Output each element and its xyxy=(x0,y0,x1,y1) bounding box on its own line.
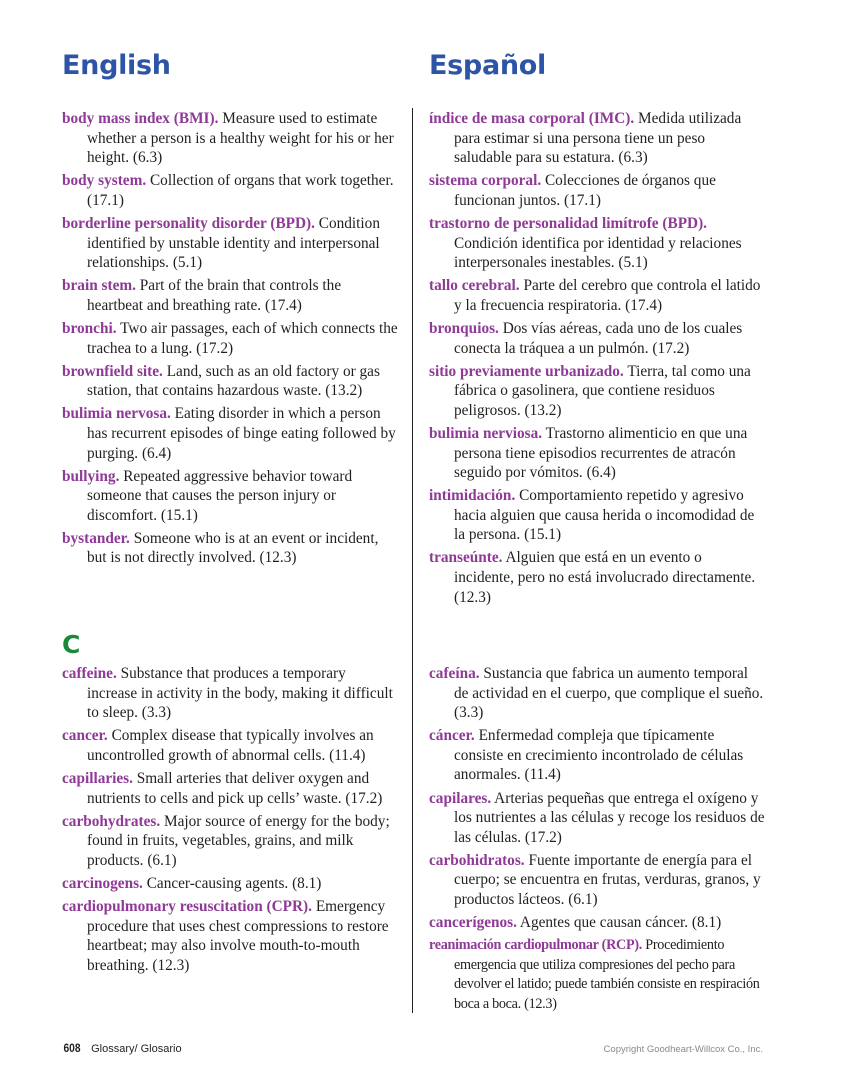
glossary-term: índice de masa corporal (IMC). xyxy=(429,110,635,127)
glossary-definition: Emergency procedure that uses chest compressions to restore heartbeat; may also involve mouth-to-mouth breathing. (12.3) xyxy=(87,898,389,974)
glossary-definition: Someone who is at an event or incident, but is not directly involved. (12.3) xyxy=(87,529,379,567)
glossary-entry xyxy=(62,362,398,401)
glossary-entry xyxy=(62,897,398,975)
glossary-term: carbohydrates. xyxy=(62,812,161,830)
glossary-term: bronchi. xyxy=(62,319,117,337)
glossary-term: sistema corporal. xyxy=(429,172,542,190)
glossary-term: bulimia nervosa. xyxy=(62,405,171,423)
glossary-entry xyxy=(429,109,765,168)
glossary-definition: Two air passages, each of which connects the trachea to a lung. (17.2) xyxy=(87,319,398,357)
glossary-term: bystander. xyxy=(62,529,130,547)
footer-section: Glossary/ Glosario xyxy=(91,1043,182,1055)
glossary-definition: Agentes que causan cáncer. (8.1) xyxy=(519,914,722,932)
glossary-entry xyxy=(62,109,398,168)
glossary-definition: Major source of energy for the body; found in fruits, vegetables, grains, and milk products. (6.1) xyxy=(87,812,390,869)
glossary-definition: Trastorno alimenticio en que una persona tiene episodios recurrentes de atracón seguido por vómitos. (6.4) xyxy=(454,424,748,482)
glossary-term: sitio previamente urbanizado. xyxy=(429,362,624,380)
glossary-definition: Collection of organs that work together. (17.1) xyxy=(87,172,394,209)
glossary-definition: Colecciones de órganos que funcionan juntos. (17.1) xyxy=(454,172,716,209)
glossary-entry xyxy=(429,664,765,723)
glossary-entry xyxy=(62,171,398,210)
page-number: 608 xyxy=(63,1041,81,1055)
glossary-term: trastorno de personalidad limítrofe (BPD). xyxy=(429,214,708,232)
glossary-term: bullying. xyxy=(62,467,120,485)
glossary-entry xyxy=(429,486,765,545)
glossary-term: bulimia nerviosa. xyxy=(429,424,543,442)
glossary-term: carcinogens. xyxy=(62,874,143,892)
glossary-entry xyxy=(429,319,765,358)
english-c-column xyxy=(62,664,398,979)
spanish-c-column xyxy=(429,664,765,1018)
glossary-entry xyxy=(62,467,398,526)
glossary-definition: Arterias pequeñas que entrega el oxígeno y los nutrientes a las células y recoge los residuos de las células. (17.2) xyxy=(454,789,765,846)
glossary-term: borderline personality disorder (BPD). xyxy=(62,214,315,232)
glossary-entry xyxy=(429,726,765,785)
glossary-term: brain stem. xyxy=(62,277,136,295)
glossary-term: transeúnte. xyxy=(429,549,503,567)
glossary-term: brownfield site. xyxy=(62,362,163,380)
glossary-definition: Tierra, tal como una fábrica o gasolinera, que contiene residuos peligrosos. (13.2) xyxy=(454,362,751,419)
glossary-term: cancerígenos. xyxy=(429,914,517,932)
glossary-term: body system. xyxy=(62,172,147,190)
glossary-definition: Repeated aggressive behavior toward someone that causes the person injury or discomfort. (15.1) xyxy=(87,467,353,524)
section-letter-c: C xyxy=(62,630,81,659)
glossary-term: caffeine. xyxy=(62,665,117,682)
glossary-definition: Procedimiento emergencia que utiliza compresiones del pecho para devolver el latido; puede también consiste en respiración boca a boca. (12.3) xyxy=(454,937,760,1012)
glossary-definition: Medida utilizada para estimar si una persona tiene un peso saludable para su estatura. (6.3) xyxy=(454,110,742,167)
glossary-entry xyxy=(429,362,765,421)
glossary-definition: Parte del cerebro que controla el latido y la frecuencia respiratoria. (17.4) xyxy=(454,277,761,314)
glossary-term: body mass index (BMI). xyxy=(62,110,219,127)
spanish-b-column xyxy=(429,109,765,611)
glossary-entry xyxy=(62,726,398,765)
glossary-entry xyxy=(429,913,765,933)
glossary-term: tallo cerebral. xyxy=(429,277,520,295)
glossary-entry xyxy=(429,851,765,910)
glossary-term: cancer. xyxy=(62,727,108,745)
glossary-definition: Land, such as an old factory or gas station, that contains hazardous waste. (13.2) xyxy=(87,362,380,400)
glossary-entry xyxy=(62,769,398,808)
glossary-term: intimidación. xyxy=(429,487,516,505)
glossary-definition: Condition identified by unstable identity and interpersonal relationships. (5.1) xyxy=(87,214,380,272)
glossary-entry xyxy=(62,529,398,568)
glossary-term: capilares. xyxy=(429,789,492,807)
glossary-definition: Enfermedad compleja que típicamente consiste en crecimiento incontrolado de células anormales. (11.4) xyxy=(454,727,744,784)
glossary-entry xyxy=(429,276,765,315)
glossary-term: cardiopulmonary resuscitation (CPR). xyxy=(62,898,312,916)
glossary-entry xyxy=(62,319,398,358)
glossary-definition: Condición identifica por identidad y relaciones interpersonales inestables. (5.1) xyxy=(454,234,742,272)
glossary-entry xyxy=(62,276,398,315)
glossary-definition: Dos vías aéreas, cada uno de los cuales conecta la tráquea a un pulmón. (17.2) xyxy=(454,319,743,357)
glossary-entry xyxy=(429,424,765,483)
glossary-term: cafeína. xyxy=(429,665,480,682)
glossary-definition: Eating disorder in which a person has recurrent episodes of binge eating followed by purging. (6.4) xyxy=(87,405,396,462)
glossary-entry xyxy=(62,874,398,894)
glossary-entry xyxy=(62,214,398,273)
heading-english: English xyxy=(62,50,171,81)
glossary-definition: Fuente importante de energía para el cuerpo; se encuentra en frutas, verduras, granos, y productos lácteos. (6.1) xyxy=(454,851,761,909)
copyright: Copyright Goodheart-Willcox Co., Inc. xyxy=(603,1044,763,1055)
glossary-entry xyxy=(429,214,765,273)
glossary-term: bronquios. xyxy=(429,319,499,337)
glossary-entry xyxy=(429,789,765,848)
column-divider xyxy=(412,108,413,1013)
glossary-definition: Cancer-causing agents. (8.1) xyxy=(146,874,322,892)
glossary-entry xyxy=(429,548,765,607)
glossary-entry xyxy=(62,812,398,871)
glossary-entry xyxy=(62,664,398,723)
glossary-term: cáncer. xyxy=(429,727,475,745)
glossary-definition: Comportamiento repetido y agresivo hacia alguien que causa herida o incomodidad de la persona. (15.1) xyxy=(454,487,755,544)
heading-spanish: Español xyxy=(429,50,546,81)
glossary-definition: Small arteries that deliver oxygen and nutrients to cells and pick up cells’ waste. (17.2) xyxy=(87,769,383,807)
glossary-definition: Alguien que está en un evento o incidente, pero no está involucrado directamente. (12.3) xyxy=(454,549,756,606)
glossary-definition: Sustancia que fabrica un aumento temporal de actividad en el cuerpo, que complique el sueño. (3.3) xyxy=(454,665,764,722)
glossary-entry xyxy=(429,936,765,1014)
glossary-definition: Substance that produces a temporary increase in activity in the body, making it difficult to sleep. (3.3) xyxy=(87,665,393,722)
glossary-definition: Complex disease that typically involves an uncontrolled growth of abnormal cells. (11.4) xyxy=(87,727,374,764)
glossary-entry xyxy=(62,404,398,463)
glossary-definition: Measure used to estimate whether a person is a healthy weight for his or her height. (6.3) xyxy=(87,110,394,167)
glossary-term: capillaries. xyxy=(62,769,133,787)
glossary-term: carbohidratos. xyxy=(429,851,525,869)
footer-left xyxy=(62,1041,182,1055)
glossary-definition: Part of the brain that controls the heartbeat and breathing rate. (17.4) xyxy=(87,277,342,314)
glossary-term: reanimación cardiopulmonar (RCP). xyxy=(429,937,643,954)
english-b-column xyxy=(62,109,398,572)
glossary-entry xyxy=(429,171,765,210)
